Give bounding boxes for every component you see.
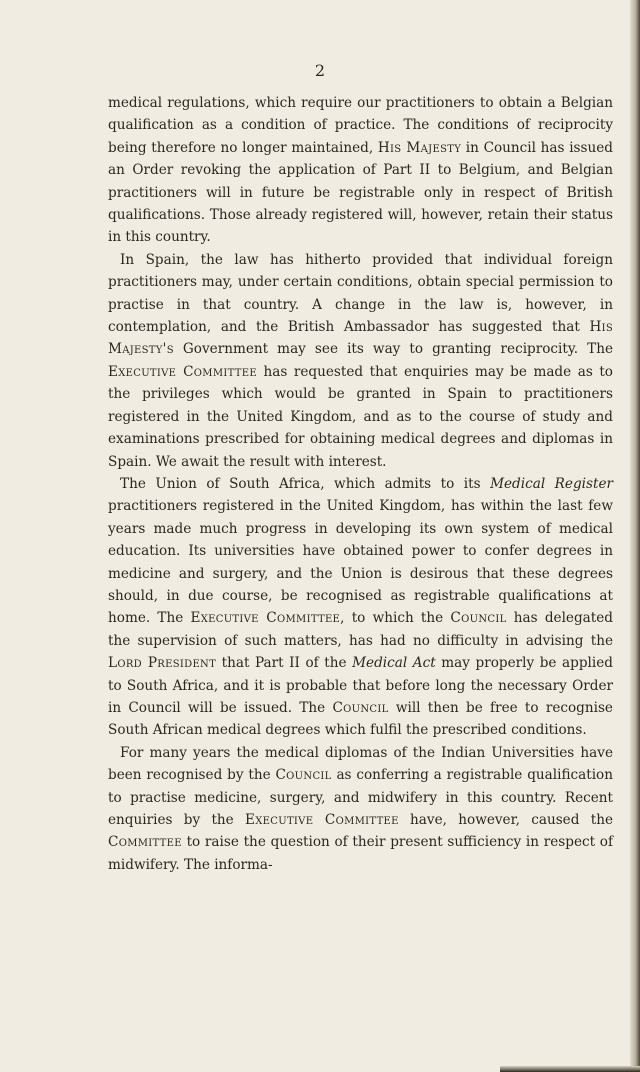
page-number: 2 <box>314 61 326 80</box>
small-caps-text: His Majesty <box>377 139 462 156</box>
italic-text: Medical Act <box>352 655 436 672</box>
text-run: Government may see its way to granting reciprocity. The <box>173 341 613 358</box>
text-run: medical regulations, which require our practitioners to obtain a Belgian qualification as a condition of practice. The conditions of reciprocity being therefore no longer maintained, <box>108 95 613 156</box>
small-caps-text: Executive Committee <box>190 610 341 627</box>
small-caps-text: Council <box>332 699 389 716</box>
text-run: to raise the question of their present sufficiency in respect of midwifery. The informa- <box>108 834 613 873</box>
small-caps-text: Lord President <box>108 655 217 672</box>
small-caps-text: Executive Committee <box>108 363 257 380</box>
text-run: that Part II of the <box>216 655 353 672</box>
italic-text: Medical Register <box>490 475 613 492</box>
small-caps-text: Executive Committee <box>245 812 399 828</box>
paragraph-belgium <box>108 92 613 249</box>
body-text <box>108 92 613 876</box>
page-corner-shadow <box>500 1066 640 1072</box>
text-run: In Spain, the law has hitherto provided that individual foreign practitioners may, under certain conditions, obtain special permission to practise in that country. A change in the law is, however, in contemplation, and the British Ambassador has suggested that <box>108 251 613 336</box>
small-caps-text: Council <box>275 767 332 784</box>
small-caps-text: Committee <box>108 834 182 851</box>
text-run: in Council has issued an Order revoking the application of Part II to Belgium, and Belgian practitioners will in future be registrable only in respect of British qualifications. Those already registered will, however, retain their status in this country. <box>108 139 613 246</box>
text-run: has requested that enquiries may be made as to the privileges which would be granted in Spain to practitioners registered in the United Kingdom, and as to the course of study and examinations prescribed for obtaining medical degrees and diplomas in Spain. We await the result with interest. <box>108 363 613 470</box>
text-run: For many years the medical diplomas of the Indian Universities have been recognised by the <box>108 744 613 784</box>
text-run: practitioners registered in the United Kingdom, has within the last few years made much progress in developing its own system of medical education. Its universities have obtained power to confer degrees in medicine and surgery, and the Union is desirous that these degrees should, in due course, be recognised as registrable qualifications at home. The <box>108 498 613 627</box>
small-caps-text: His Majesty's <box>108 319 613 358</box>
page-edge-shadow <box>630 0 640 1072</box>
text-run: as conferring a registrable qualification to practise medicine, surgery, and midwifery in this country. Recent enquiries by the <box>108 767 613 828</box>
text-run: The Union of South Africa, which admits to its <box>120 475 491 492</box>
small-caps-text: Council <box>450 610 507 627</box>
text-run: has delegated the supervision of such matters, has had no difficulty in advising the <box>108 610 613 649</box>
text-run: will then be free to recognise South African medical degrees which fulfil the prescribed conditions. <box>108 699 613 739</box>
paragraph-south-africa <box>108 473 613 742</box>
paragraph-spain <box>108 249 613 473</box>
text-run: have, however, caused the <box>398 812 613 828</box>
text-run: , to which the <box>340 610 451 627</box>
text-run: may properly be applied to South Africa, and it is probable that before long the necessary Order in Council will be issued. The <box>108 655 613 716</box>
paragraph-indian-universities <box>108 742 613 876</box>
